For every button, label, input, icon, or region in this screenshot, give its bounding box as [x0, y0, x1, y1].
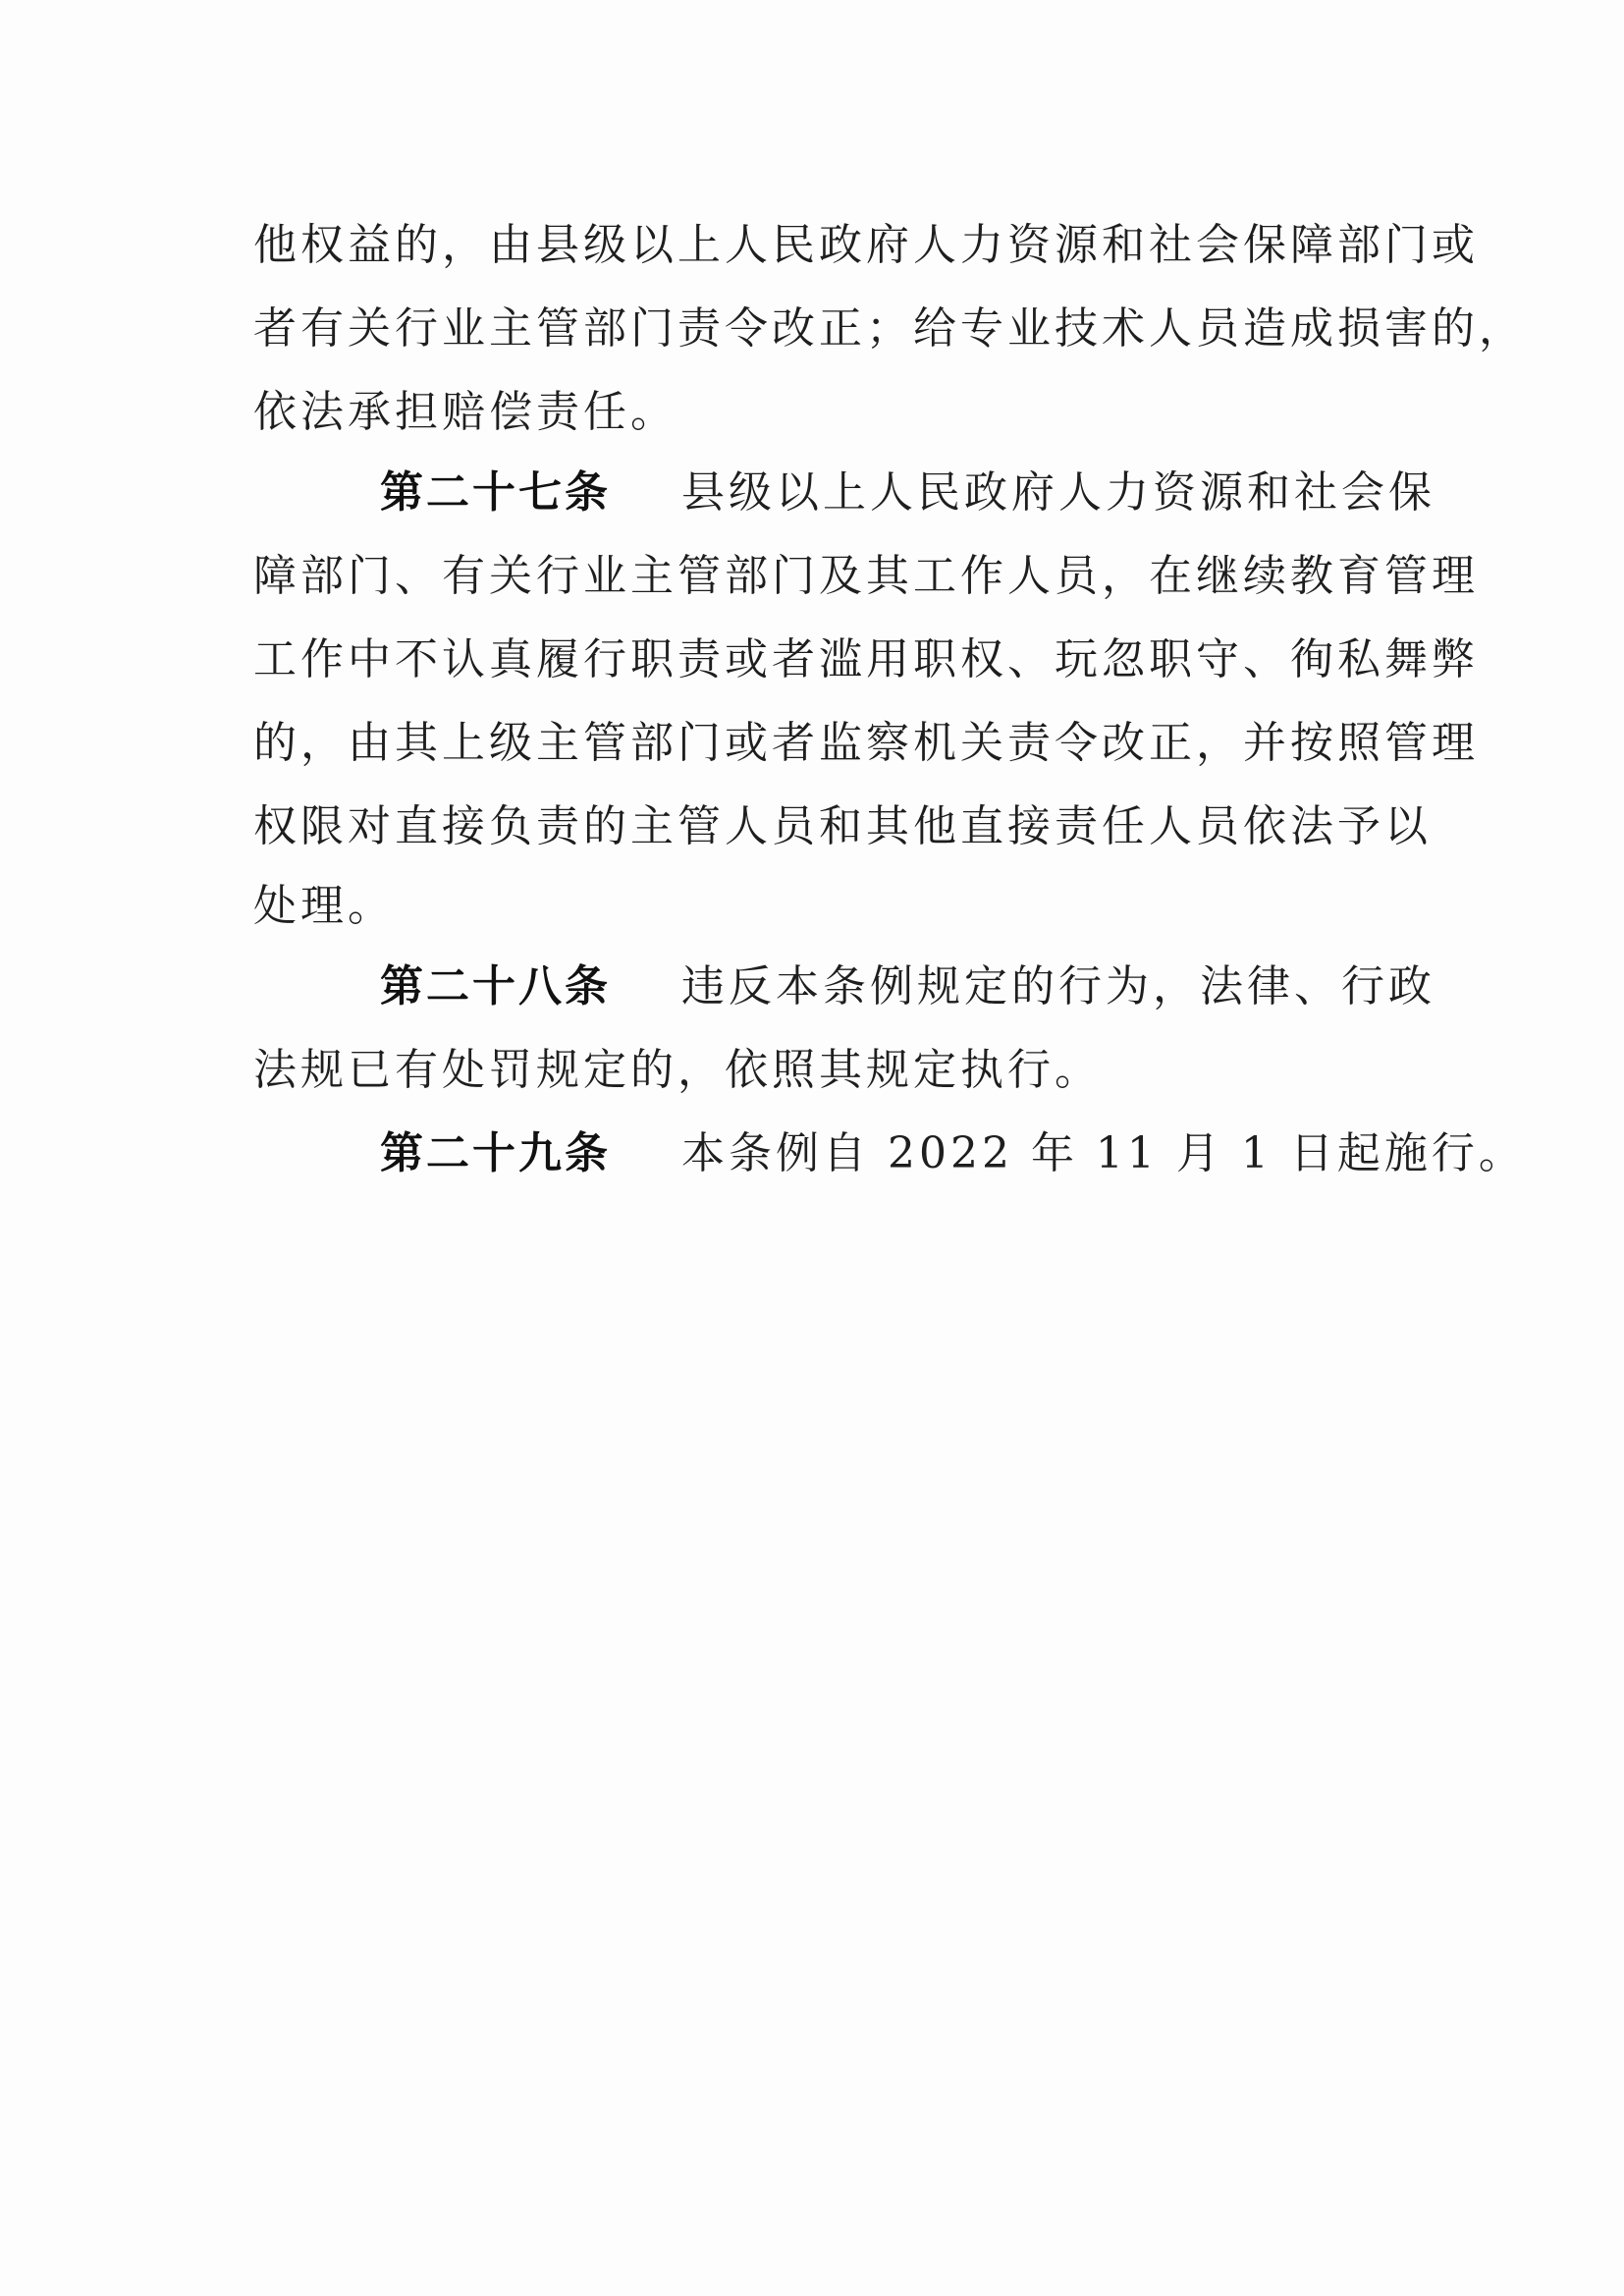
article-27-text-line-6: 处理。 — [253, 881, 395, 931]
article-27-text-line-2: 障部门、有关行业主管部门及其工作人员，在继续教育管理 — [253, 551, 1479, 601]
article-27-text-line-5: 权限对直接负责的主管人员和其他直接责任人员依法予以 — [253, 801, 1432, 851]
article-28-text-line-1: 违反本条例规定的行为，法律、行政 — [681, 961, 1435, 1011]
article-28-label: 第二十八条 — [380, 961, 611, 1011]
continuation-line-2: 者有关行业主管部门责令改正；给专业技术人员造成损害的， — [253, 303, 1526, 354]
article-27-text-line-3: 工作中不认真履行职责或者滥用职权、玩忽职守、徇私舞弊 — [253, 634, 1479, 684]
continuation-line-3: 依法承担赔偿责任。 — [253, 387, 677, 437]
article-27-text-line-1: 县级以上人民政府人力资源和社会保 — [681, 467, 1435, 518]
article-27-text-line-4: 的，由其上级主管部门或者监察机关责令改正，并按照管理 — [253, 718, 1479, 768]
article-28-first-line — [380, 957, 1435, 1016]
article-29-text-line-1: 本条例自 2022 年 11 月 1 日起施行。 — [681, 1128, 1526, 1178]
article-29-label: 第二十九条 — [380, 1128, 611, 1178]
article-28-text-line-2: 法规已有处罚规定的，依照其规定执行。 — [253, 1045, 1102, 1095]
continuation-line-1: 他权益的，由县级以上人民政府人力资源和社会保障部门或 — [253, 220, 1479, 270]
article-27-first-line — [380, 464, 1435, 522]
article-29-first-line — [380, 1124, 1526, 1183]
article-27-label: 第二十七条 — [380, 467, 611, 518]
